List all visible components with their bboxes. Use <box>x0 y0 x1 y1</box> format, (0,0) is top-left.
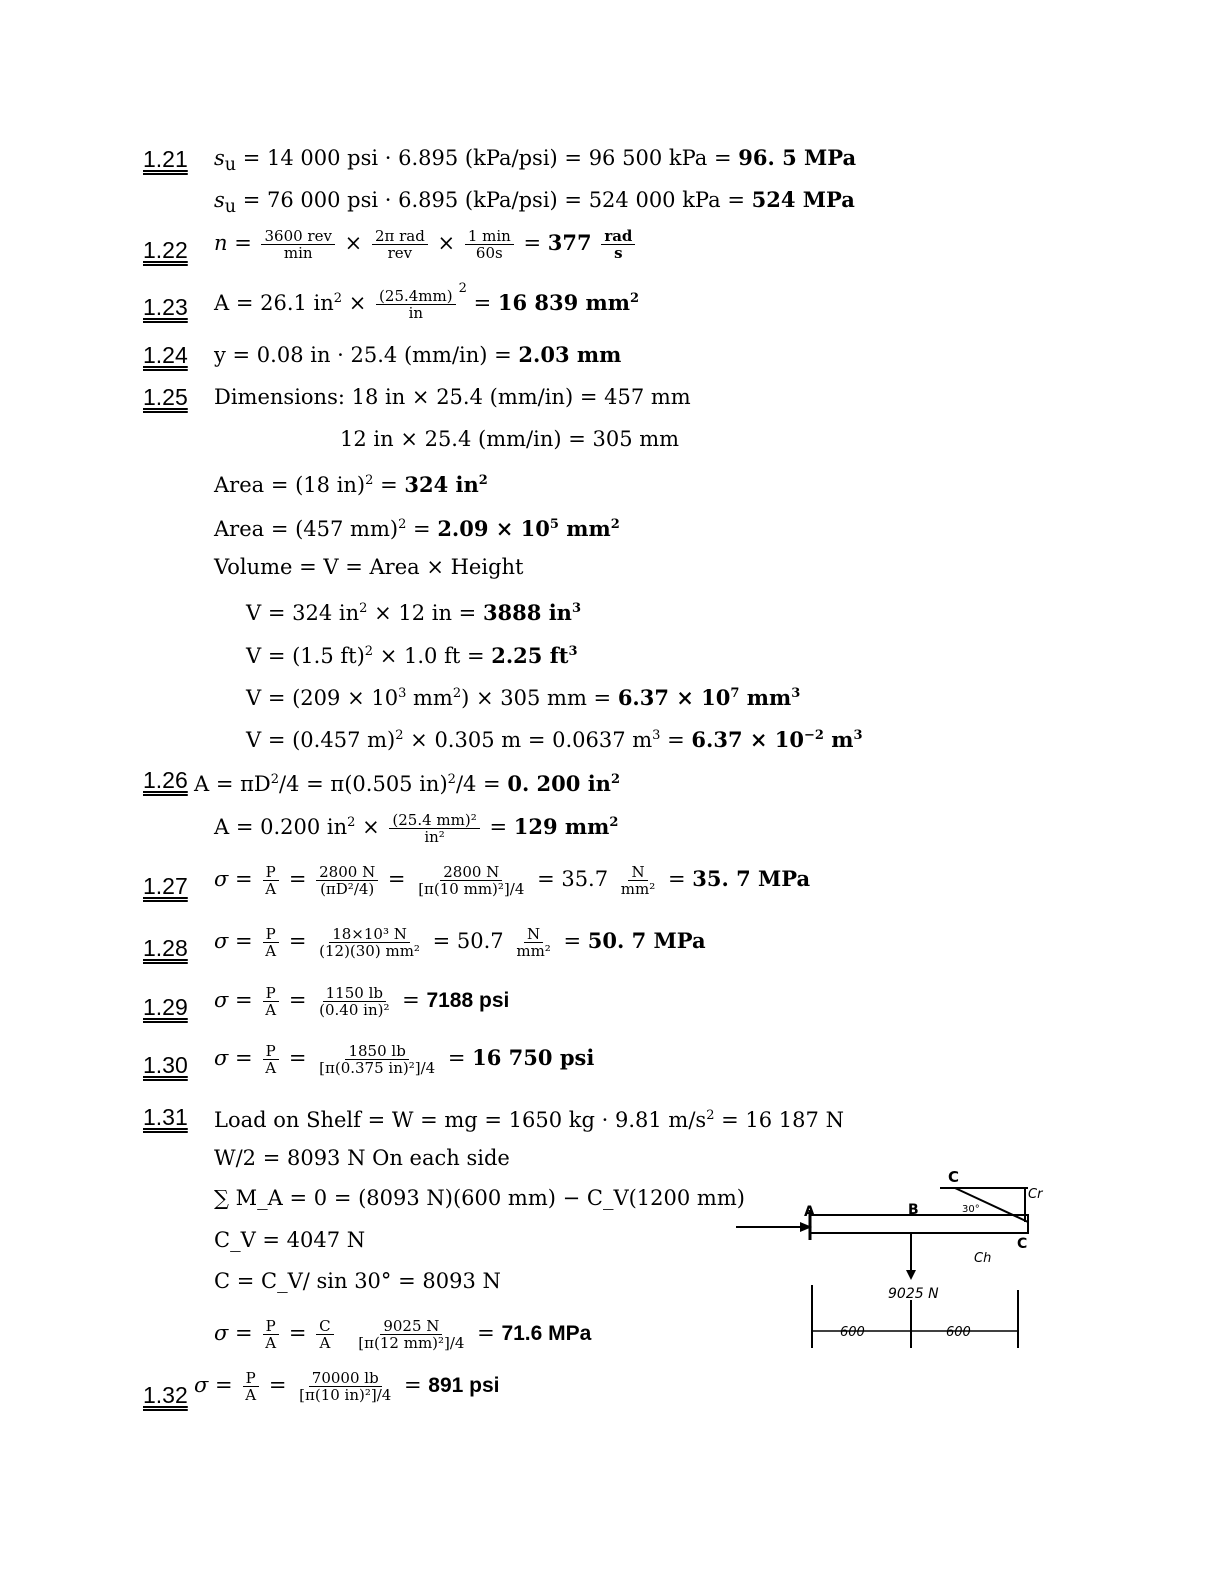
equation-line: 12 in × 25.4 (mm/in) = 305 mm <box>340 427 680 451</box>
problem-number: 1.21 <box>143 146 188 172</box>
load-arrow-head <box>906 1270 916 1280</box>
problem-number: 1.24 <box>143 342 188 368</box>
equation-line: σ = $\frac{P}{A}$ = $\frac{70000 lb}{\text{[π(10 in)²]/4}}$ = 891 psi <box>194 1369 500 1404</box>
label-load: 9025 N <box>888 1286 939 1302</box>
shelf-free-body-diagram <box>730 1160 1050 1360</box>
equation-line: W/2 = 8093 N On each side <box>214 1146 510 1170</box>
problem-number: 1.32 <box>143 1382 188 1408</box>
equation-line: σ = $\frac{P}{A}$ = $\frac{1150 lb}{\text{(0.40 in)²}}$ = 7188 psi <box>214 984 510 1019</box>
problem-number: 1.30 <box>143 1052 188 1078</box>
equation-line: V = 324 $in^2 \times 12$ in = 3888 $in^3$ <box>246 600 581 625</box>
label-dim1: 600 <box>840 1325 865 1340</box>
equation-line: A = 26.1 $in^2$ × $\frac{(25.4mm)}{in}$ $^2$ = 16 839 $mm^2$ <box>214 281 640 322</box>
label-c: C <box>1017 1236 1028 1252</box>
equation-line: V = (1.5 ft)$^2$ × 1.0 ft = 2.25 $ft^3$ <box>246 643 578 668</box>
equation-line: ∑ M_A = 0 = (8093 N)(600 mm) − C_V(1200 mm) <box>214 1186 745 1210</box>
equation-line: C = C_V/ sin 30° = 8093 N <box>214 1269 501 1293</box>
equation-line: $A = \pi D^2/4 = \pi(0.505$ in)$^2$/4 = 0. 200 $in^2$ <box>194 771 621 796</box>
problem-number: 1.29 <box>143 994 188 1020</box>
equation-line: y = 0.08 in · 25.4 (mm/in) = 2.03 mm <box>214 342 622 367</box>
equation-line: $V = (209 \times 10^3$ $mm^2) \times 305$ mm = $6.37 \times 10^7$ $mm^3$ <box>246 685 801 710</box>
equation-line: n = $\frac{\text{3600 rev}}{\min}$ × $\frac{\text{2π rad}}{\text{rev}}$ × $\frac{1 \min}{60s}$ = 377 $\frac{\text{rad}}{s}$ <box>214 228 638 261</box>
equation-line: σ = $\frac{P}{A}$ = $\frac{1850 lb}{\text{[π(0.375 in)²]/4}}$ = 16 750 psi <box>214 1042 595 1077</box>
equation-line: A = 0.200 $in^2$ × $\frac{\text{(25.4 mm)²}}{\text{in²}}$ = 129 $mm^2$ <box>214 811 619 846</box>
problem-number: 1.26 <box>143 767 188 793</box>
problem-number: 1.31 <box>143 1104 188 1130</box>
equation-line: $s_u = 14$ 000 psi · 6.895 (kPa/psi) = 96 500 kPa = 96. 5 MPa <box>214 145 857 176</box>
label-a: A <box>804 1204 815 1220</box>
shelf-beam <box>810 1215 1028 1233</box>
equation-line: $s_u = 76$ 000 psi · 6.895 (kPa/psi) = 524 000 kPa = 524 MPa <box>214 187 855 218</box>
problem-number: 1.25 <box>143 384 188 410</box>
label-dim2: 600 <box>946 1325 971 1340</box>
label-cr: Cr <box>1028 1187 1043 1202</box>
equation-line: Load on Shelf = W = mg = 1650 kg · 9.81 $m/s^2 = 16$ 187 N <box>214 1108 844 1132</box>
label-c-top: C <box>948 1168 960 1186</box>
problem-number: 1.27 <box>143 873 188 899</box>
equation-line: Area = (457 $mm)^2 = 2.09 \times 10^5$ $mm^2$ <box>214 516 620 541</box>
equation-line: V = (0.457 m)$^2$ × 0.305 m = 0.0637 $m^3 = 6.37 \times 10^{-2}$ $m^3$ <box>246 727 863 752</box>
label-ch: Ch <box>974 1251 992 1266</box>
problem-number: 1.23 <box>143 294 188 320</box>
equation-line: C_V = 4047 N <box>214 1228 366 1252</box>
equation-line: Area = (18 in)$^2$ = 324 $in^2$ <box>214 472 488 497</box>
equation-line: σ = $\frac{P}{A}$ = $\frac{2800 N}{\text{(πD²/4)}}$ = $\frac{2800 N}{\text{[π(10 mm)²]/4}}$ = 35.7 $\frac{N}{\text{mm²}}$ = 35. 7 MPa <box>214 863 811 898</box>
equation-line: Volume = V = Area × Height <box>214 555 524 579</box>
equation-line: σ = $\frac{P}{A}$ = $\frac{C}{A}$ $\frac{9025 N}{\text{[π(12 mm)²]/4}}$ = 71.6 MPa <box>214 1317 592 1352</box>
equation-line: σ = $\frac{P}{A}$ = $\frac{\text{18×10³ N}}{\text{(12)(30) mm²}}$ = 50.7 $\frac{N}{\text{mm²}}$ = 50. 7 MPa <box>214 925 706 960</box>
label-angle: 30° <box>962 1204 980 1215</box>
equation-line: Dimensions: 18 in × 25.4 (mm/in) = 457 mm <box>214 385 691 409</box>
problem-number: 1.22 <box>143 237 188 263</box>
label-b: B <box>908 1202 919 1218</box>
problem-number: 1.28 <box>143 935 188 961</box>
